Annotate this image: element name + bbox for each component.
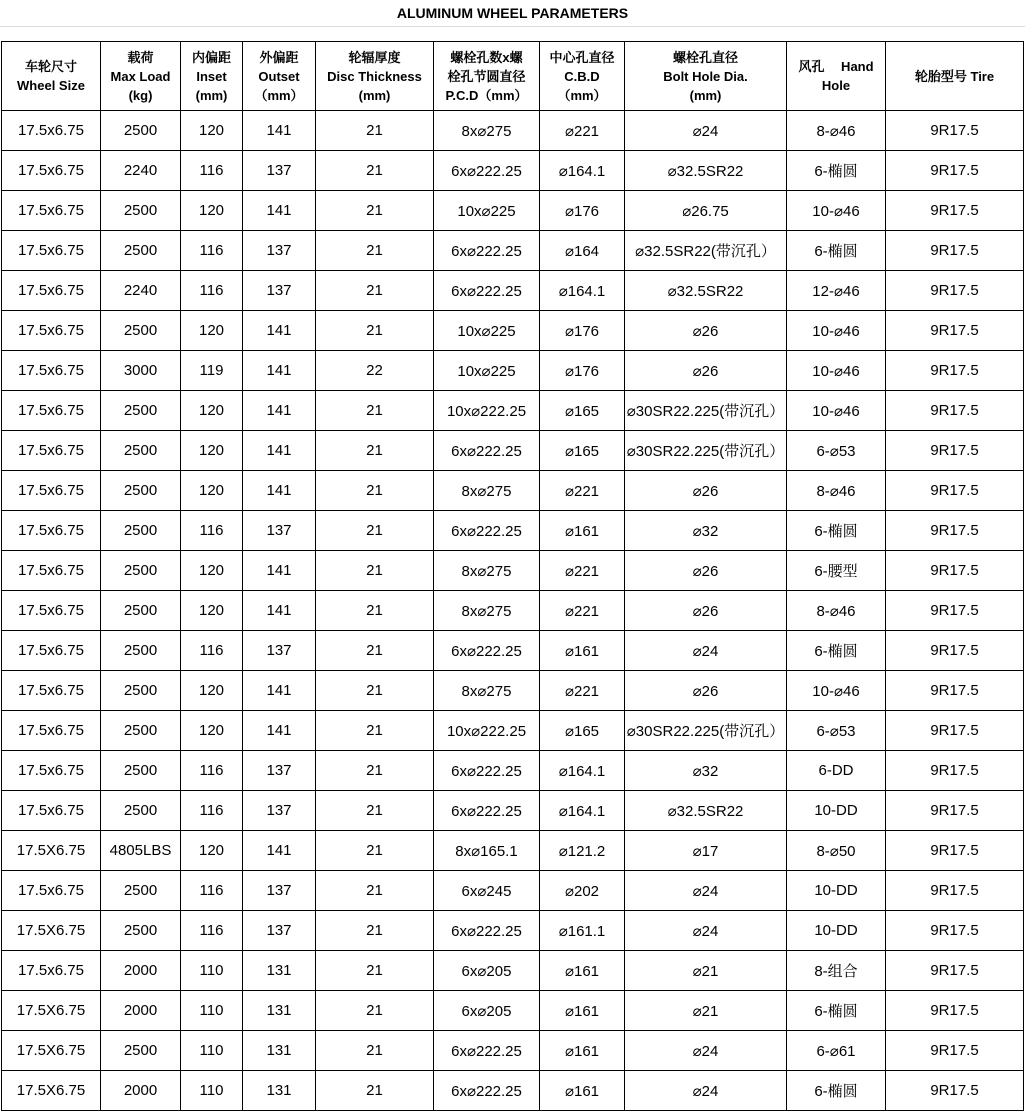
cell-outset: 137: [243, 631, 316, 671]
cell-inset: 116: [181, 751, 243, 791]
cell-wheel-size: 17.5x6.75: [2, 471, 101, 511]
cell-hand-hole: 10-⌀46: [787, 191, 886, 231]
cell-max-load: 2500: [101, 391, 181, 431]
table-row: [2, 111, 1024, 151]
cell-pcd: 6x⌀222.25: [434, 1071, 540, 1111]
cell-outset: 131: [243, 1071, 316, 1111]
cell-disc-thickness: 21: [316, 551, 434, 591]
cell-tire: 9R17.5: [886, 151, 1024, 191]
cell-inset: 120: [181, 191, 243, 231]
cell-hand-hole: 8-⌀46: [787, 591, 886, 631]
cell-inset: 116: [181, 791, 243, 831]
cell-cbd: ⌀221: [540, 111, 625, 151]
cell-pcd: 6x⌀222.25: [434, 151, 540, 191]
cell-hand-hole: 6-⌀53: [787, 711, 886, 751]
cell-tire: 9R17.5: [886, 791, 1024, 831]
table-row: [2, 471, 1024, 511]
cell-bolt-hole-dia: ⌀32.5SR22(带沉孔）: [625, 231, 787, 271]
cell-tire: 9R17.5: [886, 671, 1024, 711]
cell-inset: 119: [181, 351, 243, 391]
cell-wheel-size: 17.5x6.75: [2, 551, 101, 591]
cell-max-load: 2240: [101, 151, 181, 191]
cell-pcd: 6x⌀222.25: [434, 751, 540, 791]
cell-disc-thickness: 21: [316, 191, 434, 231]
cell-disc-thickness: 21: [316, 671, 434, 711]
cell-outset: 141: [243, 311, 316, 351]
cell-wheel-size: 17.5x6.75: [2, 511, 101, 551]
cell-wheel-size: 17.5X6.75: [2, 911, 101, 951]
cell-wheel-size: 17.5x6.75: [2, 151, 101, 191]
header-wheel-size: 车轮尺寸 Wheel Size: [2, 42, 101, 111]
table-row: [2, 911, 1024, 951]
cell-inset: 120: [181, 591, 243, 631]
cell-wheel-size: 17.5X6.75: [2, 991, 101, 1031]
table-row: [2, 671, 1024, 711]
cell-outset: 137: [243, 791, 316, 831]
table-row: [2, 311, 1024, 351]
cell-hand-hole: 12-⌀46: [787, 271, 886, 311]
cell-bolt-hole-dia: ⌀32: [625, 511, 787, 551]
table-row: [2, 991, 1024, 1031]
table-row: [2, 391, 1024, 431]
cell-max-load: 2500: [101, 1031, 181, 1071]
cell-outset: 141: [243, 671, 316, 711]
cell-pcd: 8x⌀275: [434, 551, 540, 591]
cell-wheel-size: 17.5x6.75: [2, 391, 101, 431]
cell-inset: 120: [181, 471, 243, 511]
cell-bolt-hole-dia: ⌀21: [625, 991, 787, 1031]
header-bolt-hole-dia: 螺栓孔直径 Bolt Hole Dia. (mm): [625, 42, 787, 111]
cell-max-load: 2500: [101, 471, 181, 511]
table-row: [2, 231, 1024, 271]
cell-wheel-size: 17.5x6.75: [2, 191, 101, 231]
cell-max-load: 2240: [101, 271, 181, 311]
cell-disc-thickness: 21: [316, 1071, 434, 1111]
cell-bolt-hole-dia: ⌀24: [625, 1031, 787, 1071]
cell-pcd: 6x⌀205: [434, 951, 540, 991]
table-row: [2, 591, 1024, 631]
cell-tire: 9R17.5: [886, 831, 1024, 871]
header-disc-thickness: 轮辐厚度 Disc Thickness (mm): [316, 42, 434, 111]
cell-inset: 120: [181, 431, 243, 471]
cell-cbd: ⌀202: [540, 871, 625, 911]
header-inset: 内偏距 Inset (mm): [181, 42, 243, 111]
cell-pcd: 6x⌀222.25: [434, 431, 540, 471]
cell-max-load: 2500: [101, 111, 181, 151]
cell-tire: 9R17.5: [886, 431, 1024, 471]
cell-inset: 116: [181, 871, 243, 911]
cell-max-load: 2500: [101, 911, 181, 951]
cell-wheel-size: 17.5x6.75: [2, 271, 101, 311]
cell-max-load: 2000: [101, 951, 181, 991]
cell-pcd: 8x⌀275: [434, 671, 540, 711]
cell-max-load: 2500: [101, 231, 181, 271]
cell-outset: 137: [243, 151, 316, 191]
cell-wheel-size: 17.5x6.75: [2, 431, 101, 471]
cell-disc-thickness: 21: [316, 831, 434, 871]
cell-pcd: 10x⌀225: [434, 351, 540, 391]
cell-disc-thickness: 21: [316, 591, 434, 631]
cell-inset: 110: [181, 991, 243, 1031]
cell-wheel-size: 17.5x6.75: [2, 751, 101, 791]
cell-cbd: ⌀164.1: [540, 791, 625, 831]
cell-max-load: 2500: [101, 511, 181, 551]
header-pcd: 螺栓孔数x螺 栓孔节圆直径 P.C.D（mm）: [434, 42, 540, 111]
cell-max-load: 2500: [101, 671, 181, 711]
cell-outset: 141: [243, 551, 316, 591]
header-row: [2, 42, 1024, 111]
cell-disc-thickness: 21: [316, 911, 434, 951]
cell-tire: 9R17.5: [886, 591, 1024, 631]
cell-tire: 9R17.5: [886, 551, 1024, 591]
cell-max-load: 4805LBS: [101, 831, 181, 871]
cell-wheel-size: 17.5x6.75: [2, 231, 101, 271]
cell-hand-hole: 6-⌀61: [787, 1031, 886, 1071]
cell-pcd: 8x⌀275: [434, 591, 540, 631]
cell-hand-hole: 8-⌀46: [787, 471, 886, 511]
cell-hand-hole: 6-椭圆: [787, 511, 886, 551]
cell-bolt-hole-dia: ⌀26: [625, 671, 787, 711]
cell-bolt-hole-dia: ⌀26: [625, 591, 787, 631]
spacer-row: [0, 27, 1025, 41]
cell-bolt-hole-dia: ⌀26: [625, 311, 787, 351]
header-cbd: 中心孔直径 C.B.D （mm）: [540, 42, 625, 111]
cell-cbd: ⌀165: [540, 431, 625, 471]
header-max-load: 载荷 Max Load (kg): [101, 42, 181, 111]
cell-tire: 9R17.5: [886, 911, 1024, 951]
table-row: [2, 191, 1024, 231]
cell-cbd: ⌀164.1: [540, 751, 625, 791]
cell-max-load: 2500: [101, 311, 181, 351]
cell-tire: 9R17.5: [886, 711, 1024, 751]
cell-bolt-hole-dia: ⌀24: [625, 111, 787, 151]
cell-outset: 137: [243, 511, 316, 551]
cell-cbd: ⌀165: [540, 711, 625, 751]
cell-tire: 9R17.5: [886, 871, 1024, 911]
cell-pcd: 10x⌀225: [434, 311, 540, 351]
cell-bolt-hole-dia: ⌀24: [625, 871, 787, 911]
cell-pcd: 8x⌀275: [434, 111, 540, 151]
cell-bolt-hole-dia: ⌀17: [625, 831, 787, 871]
cell-pcd: 6x⌀222.25: [434, 631, 540, 671]
cell-bolt-hole-dia: ⌀32.5SR22: [625, 271, 787, 311]
cell-wheel-size: 17.5x6.75: [2, 791, 101, 831]
cell-pcd: 10x⌀222.25: [434, 391, 540, 431]
cell-cbd: ⌀221: [540, 591, 625, 631]
cell-wheel-size: 17.5x6.75: [2, 311, 101, 351]
cell-tire: 9R17.5: [886, 511, 1024, 551]
cell-tire: 9R17.5: [886, 191, 1024, 231]
cell-disc-thickness: 21: [316, 111, 434, 151]
cell-bolt-hole-dia: ⌀24: [625, 911, 787, 951]
cell-hand-hole: 8-⌀50: [787, 831, 886, 871]
table-row: [2, 751, 1024, 791]
cell-inset: 120: [181, 671, 243, 711]
cell-tire: 9R17.5: [886, 471, 1024, 511]
cell-pcd: 10x⌀225: [434, 191, 540, 231]
cell-outset: 141: [243, 711, 316, 751]
cell-outset: 137: [243, 271, 316, 311]
cell-disc-thickness: 21: [316, 471, 434, 511]
cell-cbd: ⌀161: [540, 991, 625, 1031]
cell-bolt-hole-dia: ⌀30SR22.225(带沉孔）: [625, 431, 787, 471]
cell-bolt-hole-dia: ⌀32.5SR22: [625, 151, 787, 191]
cell-tire: 9R17.5: [886, 271, 1024, 311]
wheel-parameters-table: [1, 41, 1024, 1111]
cell-cbd: ⌀165: [540, 391, 625, 431]
cell-max-load: 2500: [101, 871, 181, 911]
cell-wheel-size: 17.5x6.75: [2, 111, 101, 151]
cell-hand-hole: 10-DD: [787, 911, 886, 951]
cell-hand-hole: 10-⌀46: [787, 311, 886, 351]
table-row: [2, 351, 1024, 391]
cell-outset: 141: [243, 591, 316, 631]
cell-inset: 116: [181, 631, 243, 671]
cell-bolt-hole-dia: ⌀32.5SR22: [625, 791, 787, 831]
cell-max-load: 2500: [101, 711, 181, 751]
cell-bolt-hole-dia: ⌀24: [625, 1071, 787, 1111]
cell-pcd: 6x⌀222.25: [434, 511, 540, 551]
cell-wheel-size: 17.5x6.75: [2, 711, 101, 751]
cell-tire: 9R17.5: [886, 1071, 1024, 1111]
cell-wheel-size: 17.5X6.75: [2, 831, 101, 871]
cell-disc-thickness: 21: [316, 751, 434, 791]
cell-outset: 131: [243, 951, 316, 991]
cell-cbd: ⌀161: [540, 1071, 625, 1111]
cell-tire: 9R17.5: [886, 351, 1024, 391]
cell-disc-thickness: 21: [316, 791, 434, 831]
cell-hand-hole: 10-⌀46: [787, 391, 886, 431]
cell-disc-thickness: 21: [316, 431, 434, 471]
cell-hand-hole: 8-⌀46: [787, 111, 886, 151]
cell-disc-thickness: 22: [316, 351, 434, 391]
cell-disc-thickness: 21: [316, 1031, 434, 1071]
table-row: [2, 1071, 1024, 1111]
cell-hand-hole: 10-⌀46: [787, 671, 886, 711]
cell-cbd: ⌀164.1: [540, 151, 625, 191]
cell-max-load: 2500: [101, 791, 181, 831]
cell-disc-thickness: 21: [316, 151, 434, 191]
cell-hand-hole: 10-⌀46: [787, 351, 886, 391]
cell-bolt-hole-dia: ⌀26.75: [625, 191, 787, 231]
cell-bolt-hole-dia: ⌀30SR22.225(带沉孔）: [625, 711, 787, 751]
cell-cbd: ⌀164.1: [540, 271, 625, 311]
cell-cbd: ⌀221: [540, 671, 625, 711]
cell-hand-hole: 6-椭圆: [787, 151, 886, 191]
table-row: [2, 1031, 1024, 1071]
page-title: ALUMINUM WHEEL PARAMETERS: [0, 0, 1025, 27]
header-tire: 轮胎型号 Tire: [886, 42, 1024, 111]
cell-outset: 137: [243, 871, 316, 911]
cell-wheel-size: 17.5x6.75: [2, 871, 101, 911]
cell-tire: 9R17.5: [886, 231, 1024, 271]
cell-max-load: 2000: [101, 1071, 181, 1111]
cell-pcd: 6x⌀222.25: [434, 911, 540, 951]
cell-outset: 137: [243, 231, 316, 271]
cell-wheel-size: 17.5x6.75: [2, 671, 101, 711]
cell-max-load: 2500: [101, 591, 181, 631]
cell-cbd: ⌀221: [540, 471, 625, 511]
cell-cbd: ⌀161: [540, 511, 625, 551]
cell-pcd: 8x⌀275: [434, 471, 540, 511]
cell-max-load: 2500: [101, 431, 181, 471]
cell-hand-hole: 10-DD: [787, 871, 886, 911]
cell-inset: 110: [181, 951, 243, 991]
cell-hand-hole: 6-椭圆: [787, 631, 886, 671]
cell-pcd: 6x⌀222.25: [434, 271, 540, 311]
cell-disc-thickness: 21: [316, 631, 434, 671]
cell-bolt-hole-dia: ⌀21: [625, 951, 787, 991]
cell-wheel-size: 17.5x6.75: [2, 591, 101, 631]
cell-hand-hole: 8-组合: [787, 951, 886, 991]
cell-disc-thickness: 21: [316, 231, 434, 271]
cell-cbd: ⌀176: [540, 351, 625, 391]
table-row: [2, 431, 1024, 471]
cell-bolt-hole-dia: ⌀26: [625, 551, 787, 591]
cell-max-load: 2500: [101, 191, 181, 231]
cell-bolt-hole-dia: ⌀24: [625, 631, 787, 671]
cell-disc-thickness: 21: [316, 391, 434, 431]
table-body: [2, 111, 1024, 1111]
cell-cbd: ⌀164: [540, 231, 625, 271]
cell-outset: 141: [243, 111, 316, 151]
cell-wheel-size: 17.5x6.75: [2, 951, 101, 991]
cell-outset: 137: [243, 751, 316, 791]
cell-hand-hole: 6-椭圆: [787, 991, 886, 1031]
cell-hand-hole: 6-椭圆: [787, 231, 886, 271]
cell-bolt-hole-dia: ⌀32: [625, 751, 787, 791]
table-row: [2, 711, 1024, 751]
cell-tire: 9R17.5: [886, 631, 1024, 671]
cell-hand-hole: 6-椭圆: [787, 1071, 886, 1111]
cell-cbd: ⌀161: [540, 951, 625, 991]
cell-cbd: ⌀121.2: [540, 831, 625, 871]
cell-tire: 9R17.5: [886, 311, 1024, 351]
header-outset: 外偏距 Outset （mm）: [243, 42, 316, 111]
cell-inset: 120: [181, 111, 243, 151]
cell-bolt-hole-dia: ⌀30SR22.225(带沉孔）: [625, 391, 787, 431]
cell-cbd: ⌀176: [540, 311, 625, 351]
cell-max-load: 2500: [101, 631, 181, 671]
cell-inset: 120: [181, 551, 243, 591]
cell-pcd: 6x⌀222.25: [434, 791, 540, 831]
cell-inset: 120: [181, 391, 243, 431]
table-row: [2, 631, 1024, 671]
table-row: [2, 831, 1024, 871]
cell-outset: 141: [243, 431, 316, 471]
cell-inset: 110: [181, 1031, 243, 1071]
cell-max-load: 3000: [101, 351, 181, 391]
cell-wheel-size: 17.5x6.75: [2, 351, 101, 391]
cell-cbd: ⌀161: [540, 1031, 625, 1071]
cell-outset: 141: [243, 471, 316, 511]
table-row: [2, 951, 1024, 991]
cell-outset: 141: [243, 831, 316, 871]
cell-cbd: ⌀221: [540, 551, 625, 591]
cell-pcd: 6x⌀245: [434, 871, 540, 911]
cell-cbd: ⌀176: [540, 191, 625, 231]
table-row: [2, 551, 1024, 591]
cell-tire: 9R17.5: [886, 991, 1024, 1031]
cell-inset: 120: [181, 311, 243, 351]
cell-pcd: 6x⌀222.25: [434, 231, 540, 271]
table-row: [2, 271, 1024, 311]
cell-disc-thickness: 21: [316, 511, 434, 551]
cell-inset: 116: [181, 151, 243, 191]
cell-cbd: ⌀161.1: [540, 911, 625, 951]
cell-wheel-size: 17.5x6.75: [2, 631, 101, 671]
cell-hand-hole: 6-⌀53: [787, 431, 886, 471]
cell-inset: 116: [181, 511, 243, 551]
cell-tire: 9R17.5: [886, 751, 1024, 791]
cell-inset: 110: [181, 1071, 243, 1111]
cell-disc-thickness: 21: [316, 711, 434, 751]
cell-disc-thickness: 21: [316, 951, 434, 991]
cell-inset: 116: [181, 271, 243, 311]
cell-inset: 120: [181, 711, 243, 751]
cell-tire: 9R17.5: [886, 391, 1024, 431]
cell-max-load: 2000: [101, 991, 181, 1031]
cell-disc-thickness: 21: [316, 311, 434, 351]
cell-outset: 141: [243, 191, 316, 231]
cell-wheel-size: 17.5X6.75: [2, 1031, 101, 1071]
table-row: [2, 511, 1024, 551]
cell-outset: 131: [243, 991, 316, 1031]
cell-disc-thickness: 21: [316, 271, 434, 311]
cell-disc-thickness: 21: [316, 991, 434, 1031]
cell-disc-thickness: 21: [316, 871, 434, 911]
cell-hand-hole: 6-腰型: [787, 551, 886, 591]
table-row: [2, 151, 1024, 191]
cell-outset: 131: [243, 1031, 316, 1071]
cell-hand-hole: 6-DD: [787, 751, 886, 791]
cell-inset: 120: [181, 831, 243, 871]
cell-max-load: 2500: [101, 751, 181, 791]
cell-inset: 116: [181, 231, 243, 271]
cell-wheel-size: 17.5X6.75: [2, 1071, 101, 1111]
cell-tire: 9R17.5: [886, 111, 1024, 151]
cell-outset: 137: [243, 911, 316, 951]
cell-tire: 9R17.5: [886, 1031, 1024, 1071]
cell-max-load: 2500: [101, 551, 181, 591]
cell-pcd: 8x⌀165.1: [434, 831, 540, 871]
table-row: [2, 871, 1024, 911]
cell-cbd: ⌀161: [540, 631, 625, 671]
cell-pcd: 10x⌀222.25: [434, 711, 540, 751]
cell-outset: 141: [243, 351, 316, 391]
cell-pcd: 6x⌀205: [434, 991, 540, 1031]
table-row: [2, 791, 1024, 831]
cell-outset: 141: [243, 391, 316, 431]
cell-bolt-hole-dia: ⌀26: [625, 351, 787, 391]
cell-tire: 9R17.5: [886, 951, 1024, 991]
cell-bolt-hole-dia: ⌀26: [625, 471, 787, 511]
cell-inset: 116: [181, 911, 243, 951]
cell-pcd: 6x⌀222.25: [434, 1031, 540, 1071]
cell-hand-hole: 10-DD: [787, 791, 886, 831]
header-hand-hole: 风孔 Hand Hole: [787, 42, 886, 111]
